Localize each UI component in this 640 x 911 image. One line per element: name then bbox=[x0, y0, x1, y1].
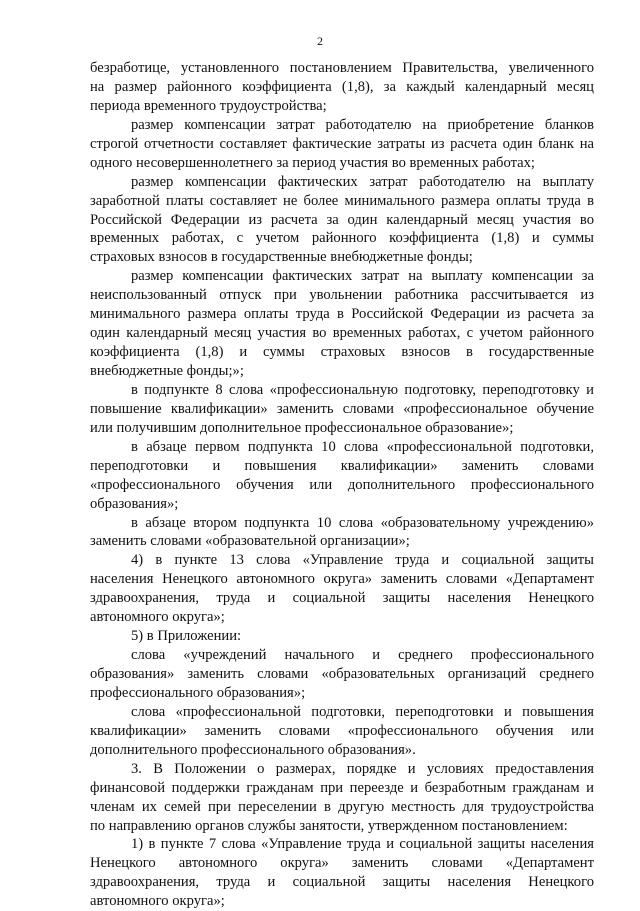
text-line: размер компенсации затрат работодателю на приобретение бланков bbox=[131, 116, 594, 133]
text-line: здравоохранения, труда и социальной защиты населения Ненецкого bbox=[90, 590, 594, 607]
text-line: 5) в Приложении: bbox=[131, 628, 242, 645]
text-line: временных работах, с учетом районного коэффициента (1,8) и суммы bbox=[90, 230, 594, 247]
document-body bbox=[90, 59, 594, 911]
text-line: один календарный месяц участия во временных работах, с учетом районного bbox=[90, 325, 594, 342]
text-line: автономного округа»; bbox=[90, 609, 225, 626]
text-line: Российской Федерации из расчета за один календарный месяц участия во bbox=[90, 211, 594, 228]
text-line: по направлению органов службы занятости, утвержденном постановлением: bbox=[90, 817, 568, 834]
text-line: дополнительного профессионального образования». bbox=[90, 741, 416, 758]
text-line: или получившим дополнительное профессиональное образование»; bbox=[90, 419, 514, 436]
text-line: строгой отчетности составляет фактические затраты из расчета один бланк на bbox=[90, 135, 594, 152]
text-line: населения Ненецкого автономного округа» заменить словами «Департамент bbox=[90, 571, 594, 588]
text-line: в абзаце втором подпункта 10 слова «образовательному учреждению» bbox=[131, 514, 594, 531]
text-line: 3. В Положении о размерах, порядке и условиях предоставления bbox=[131, 760, 594, 777]
text-line: профессионального образования»; bbox=[90, 684, 306, 701]
text-line: переподготовки и повышения квалификации» заменить словами bbox=[90, 457, 594, 474]
text-line: безработице, установленного постановлением Правительства, увеличенного bbox=[90, 60, 594, 76]
text-line: коэффициента (1,8) и суммы страховых взносов в государственные bbox=[90, 344, 594, 361]
text-line: на размер районного коэффициента (1,8), за каждый календарный месяц bbox=[90, 78, 594, 95]
text-line: размер компенсации фактических затрат на выплату компенсации за bbox=[131, 268, 594, 285]
text-line: образования» заменить словами «образовательных организаций среднего bbox=[90, 666, 594, 682]
text-line: финансовой поддержки гражданам при переезде и безработным гражданам и bbox=[90, 779, 594, 796]
text-line: слова «учреждений начального и среднего профессионального bbox=[131, 647, 594, 664]
text-line: одного несовершеннолетнего за период участия во временных работах; bbox=[90, 154, 535, 171]
text-line: Ненецкого автономного округа» заменить словами «Департамент bbox=[90, 855, 594, 872]
text-line: образования»; bbox=[90, 495, 179, 512]
text-line: заработной платы составляет не более минимального размера оплаты труда в bbox=[90, 192, 594, 209]
text-line: минимального размера оплаты труда в Российской Федерации из расчета за bbox=[90, 306, 594, 323]
text-line: слова «профессиональной подготовки, переподготовки и повышения bbox=[131, 703, 594, 720]
text-line: членам их семей при переселении в другую местность для трудоустройства bbox=[90, 798, 594, 815]
text-line: в абзаце первом подпункта 10 слова «профессиональной подготовки, bbox=[131, 438, 594, 455]
text-line: внебюджетные фонды;»; bbox=[90, 363, 244, 379]
page-number: 2 bbox=[317, 34, 323, 48]
text-line: страховых взносов в государственные внебюджетные фонды; bbox=[90, 249, 473, 266]
text-line: в подпункте 8 слова «профессиональную подготовку, переподготовку и bbox=[131, 381, 594, 398]
text-line: квалификации» заменить словами «профессионального обучения или bbox=[90, 722, 594, 739]
text-line: 4) в пункте 13 слова «Управление труда и социальной защиты bbox=[131, 552, 594, 569]
text-line: периода временного трудоустройства; bbox=[90, 97, 327, 114]
text-line: здравоохранения, труда и социальной защиты населения Ненецкого bbox=[90, 874, 594, 891]
text-line: неиспользованный отпуск при увольнении работника рассчитывается из bbox=[90, 287, 594, 304]
text-line: заменить словами «образовательной организации»; bbox=[90, 533, 410, 550]
text-line: 1) в пункте 7 слова «Управление труда и социальной защиты населения bbox=[131, 836, 594, 853]
text-line: автономного округа»; bbox=[90, 893, 225, 910]
text-line: повышение квалификации» заменить словами «профессиональное обучение bbox=[90, 400, 594, 417]
text-line: размер компенсации фактических затрат работодателю на выплату bbox=[131, 173, 594, 190]
text-line: «профессионального обучения или дополнительного профессионального bbox=[90, 476, 594, 493]
